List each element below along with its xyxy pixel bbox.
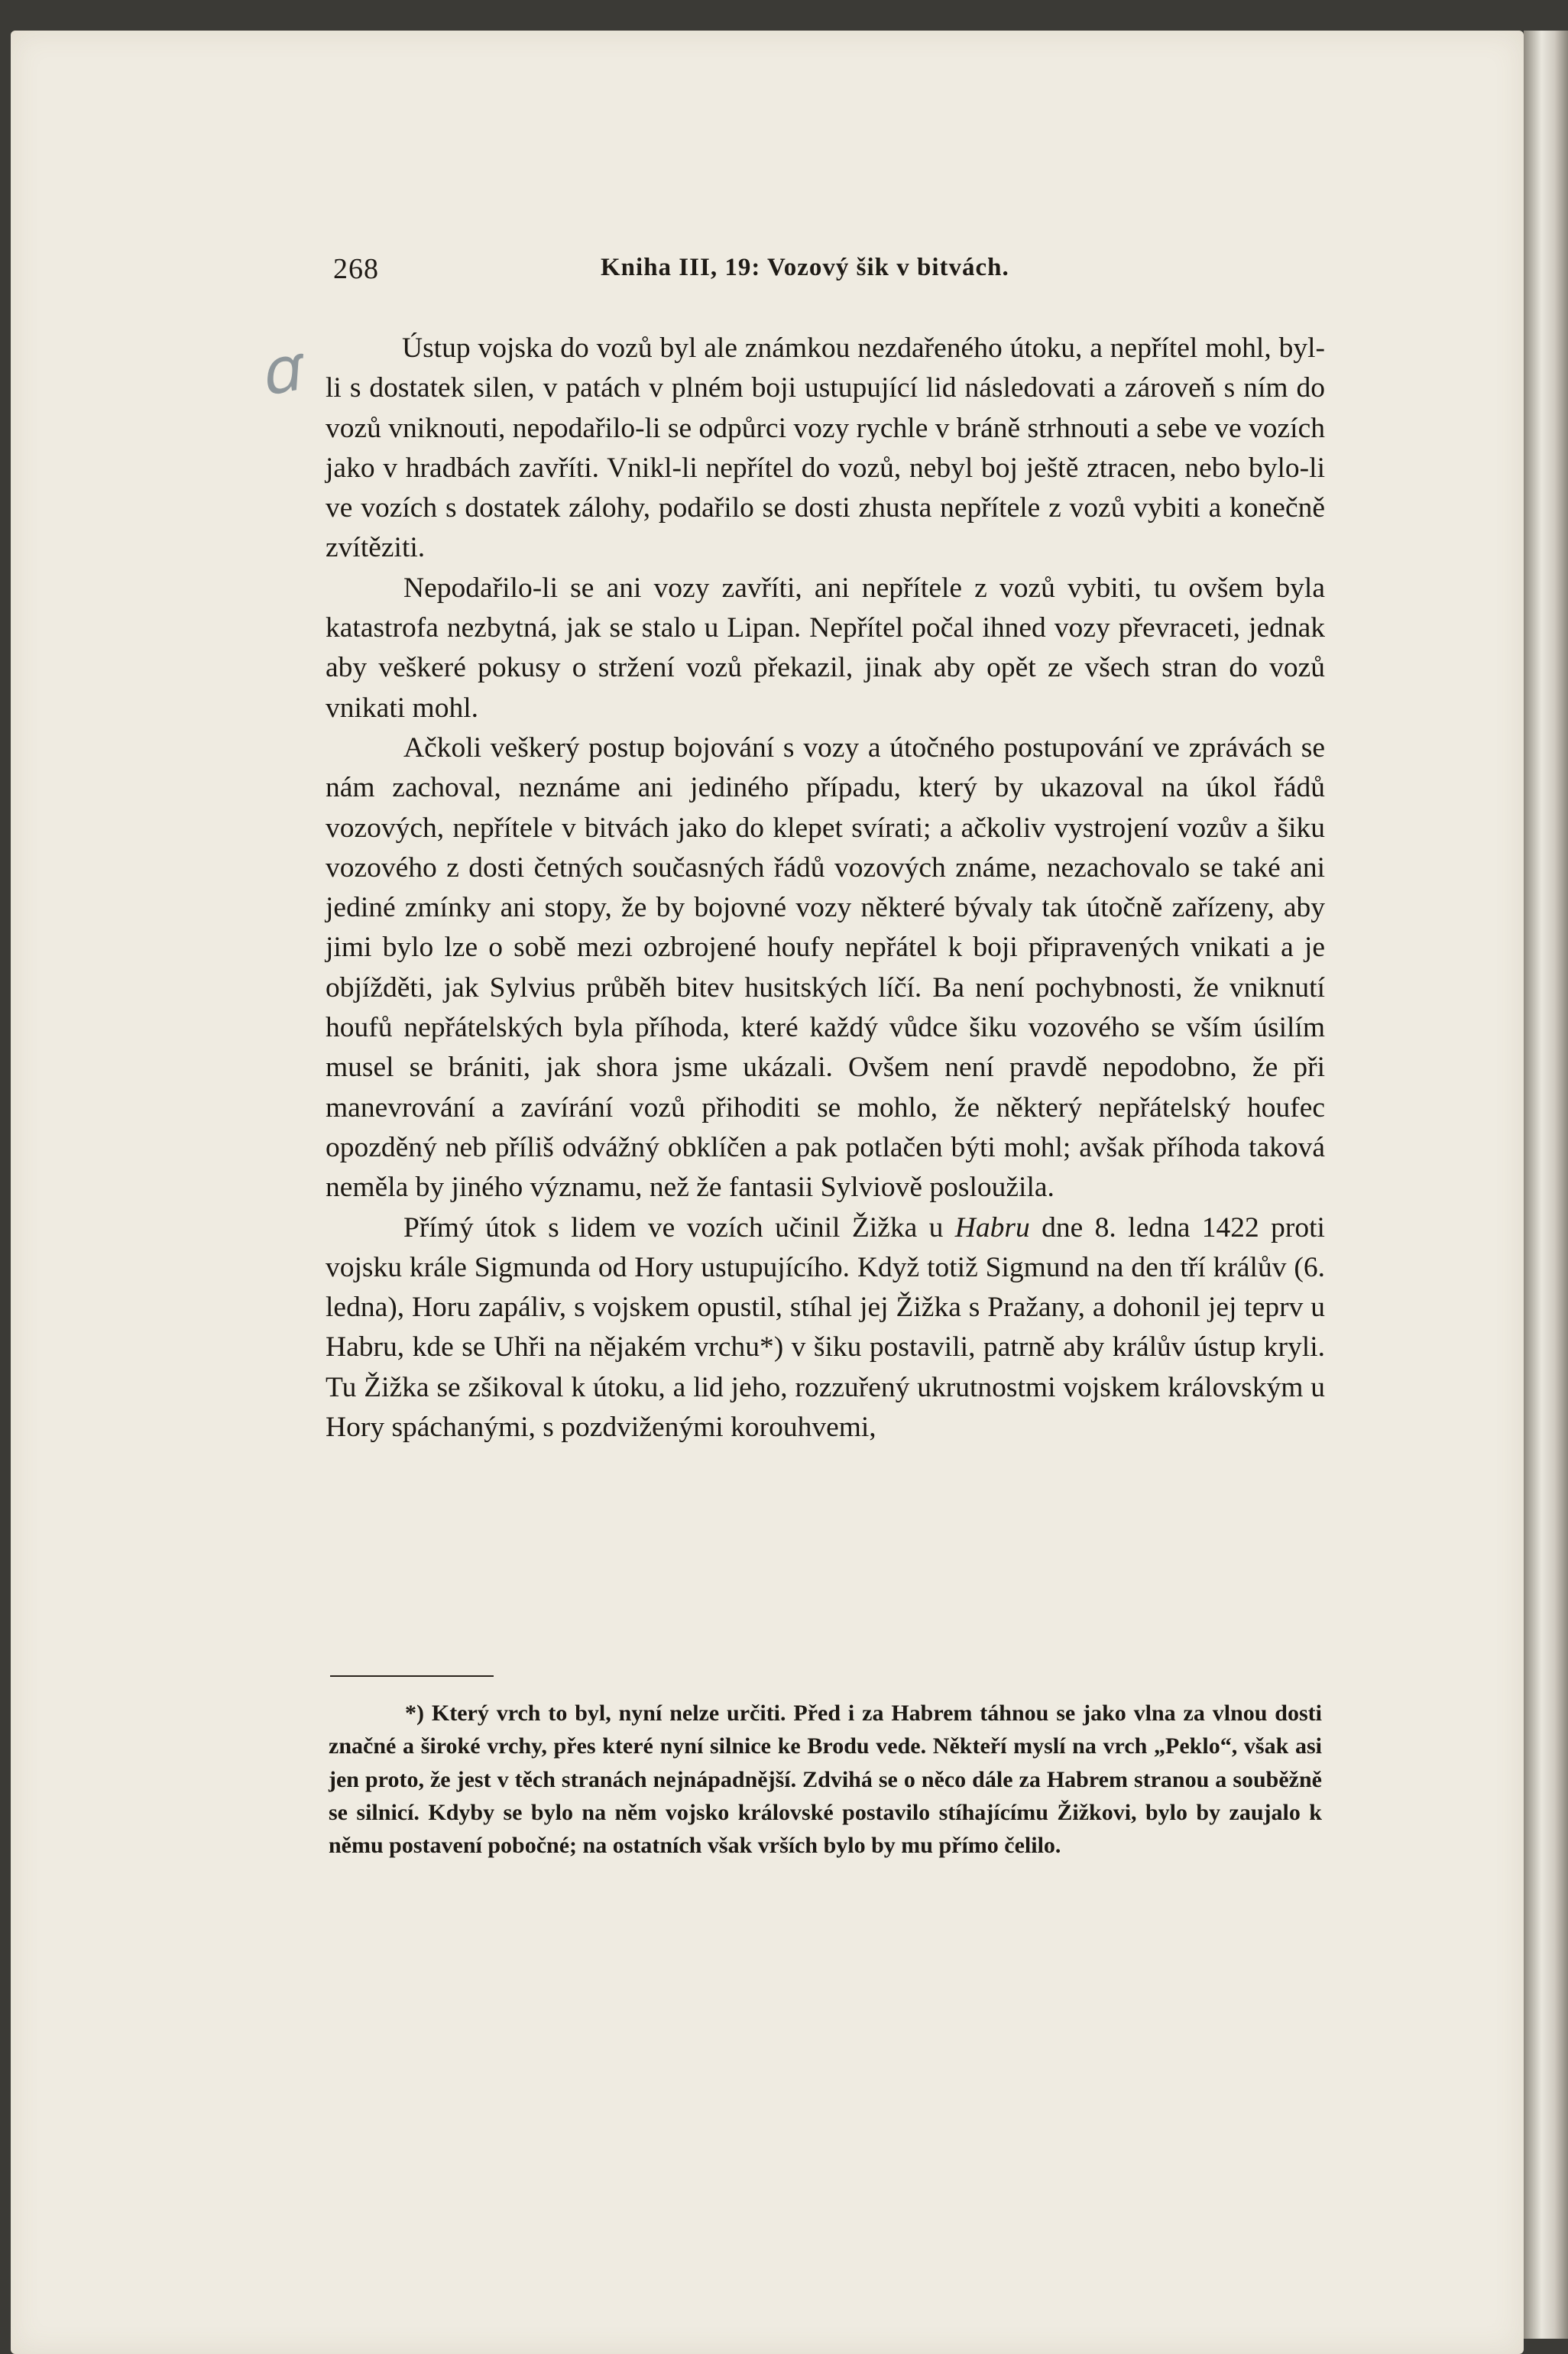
chapter-title: Kniha III, 19: Vozový šik v bitvách.	[601, 254, 1009, 281]
handwritten-margin-mark: ꭤ	[253, 333, 305, 410]
place-name-habru: Habru	[954, 1211, 1030, 1243]
main-text	[326, 329, 1325, 1448]
footnote-divider	[330, 1675, 494, 1677]
paragraph-1: Ústup vojska do vozů byl ale známkou nezdařeného útoku, a nepřítel mohl, byl-li s dostatek silen, v patách v plném boji ustupující lid následovati a zároveň s ním do vozů vniknouti, nepodařilo-li se odpůrci vozy rychle v bráně strhnouti a sebe ve vozích jako v hradbách zavříti. Vnikl-li nepřítel do vozů, nebyl boj ještě ztracen, nebo bylo-li ve vozích s dostatek zálohy, podařilo se dosti zhusta nepřítele z vozů vybiti a konečně zvítěziti.	[326, 332, 1325, 564]
paragraph-4-after: dne 8. ledna 1422 proti vojsku krále Sigmunda od Hory ustupujícího. Když totiž Sigmund na den tří králův (6. ledna), Horu zapáliv, s vojskem opustil, stíhal jej Žižka s Pražany, a dohonil jej teprv u Habru, kde se Uhři na nějakém vrchu*) v šiku postavili, patrně aby králův ústup kryli. Tu Žižka se zšikoval k útoku, a lid jeho, rozzuřený ukrutnostmi vojskem královským u Hory spáchanými, s pozdviženými korouhvemi,	[326, 1211, 1325, 1444]
paragraph-4	[326, 1208, 1325, 1448]
page-edge-shadow	[1524, 31, 1568, 2339]
footnote: *) Který vrch to byl, nyní nelze určiti. Před i za Habrem táhnou se jako vlna za vlnou dosti značné a široké vrchy, přes které nyní silnice ke Brodu vede. Někteří myslí na vrch „Peklo“, však asi jen proto, že jest v těch stranách nejnápadnější. Zdvihá se o něco dále za Habrem stranou a souběžně se silnicí. Kdyby se bylo na něm vojsko královské postavilo stíhajícímu Žižkovi, bylo by zaujalo k němu postavení pobočné; na ostatních však vrších bylo by mu přímo čelilo.	[329, 1701, 1322, 1859]
paragraph-2: Nepodařilo-li se ani vozy zavříti, ani nepřítele z vozů vybiti, tu ovšem byla katastrofa nezbytná, jak se stalo u Lipan. Nepřítel počal ihned vozy převraceti, jednak aby veškeré pokusy o stržení vozů překazil, jinak aby opět ze všech stran do vozů vnikati mohl.	[326, 572, 1325, 724]
paragraph-4-before: Přímý útok s lidem ve vozích učinil Žižka u	[403, 1211, 955, 1243]
page-number: 268	[333, 253, 379, 285]
paragraph-3: Ačkoli veškerý postup bojování s vozy a útočného postupování ve zprávách se nám zachoval, neznáme ani jediného případu, který by ukazoval na úkol řádů vozových, nepřítele v bitvách jako do klepet svírati; a ačkoliv vystrojení vozův a šiku vozového z dosti četných současných řádů vozových známe, nezachovalo se také ani jediné zmínky ani stopy, že by bojovné vozy některé bývaly tak útočně zařízeny, aby jimi bylo lze o sobě mezi ozbrojené houfy nepřátel k boji připravených vnikati a je objížděti, jak Sylvius průběh bitev husitských líčí. Ba není pochybnosti, že vniknutí houfů nepřátelských byla příhoda, které každý vůdce šiku vozového se vším úsilím musel se brániti, jak shora jsme ukázali. Ovšem není pravdě nepodobno, že při manevrování a zavírání vozů přihoditi se mohlo, že některý nepřátelský houfec opozděný neb příliš odvážný obklíčen a pak potlačen býti mohl; avšak příhoda taková neměla by jiného významu, než že fantasii Sylviově posloužila.	[326, 731, 1325, 1204]
running-header	[333, 252, 1334, 290]
